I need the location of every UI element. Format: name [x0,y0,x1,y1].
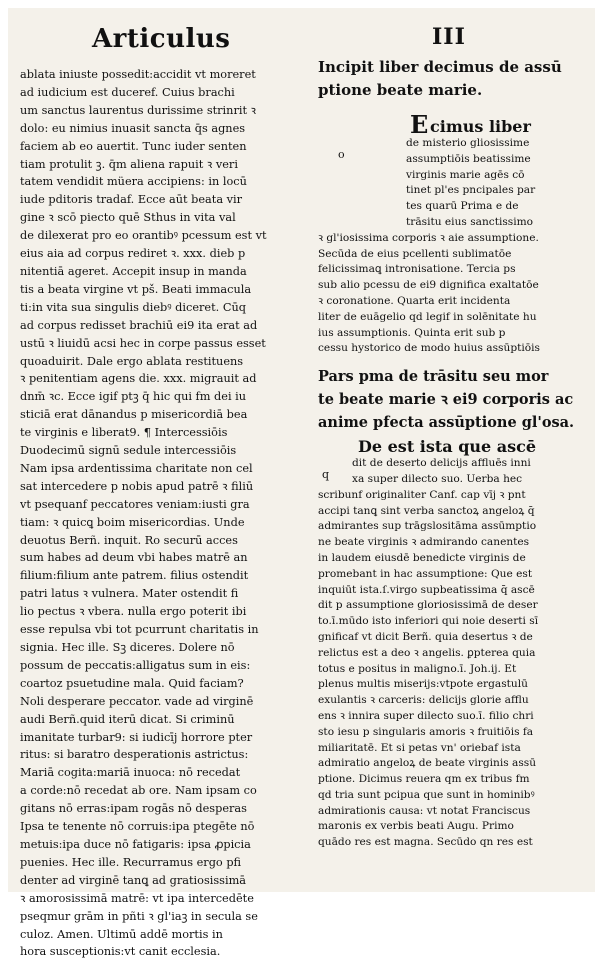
text-line: filium:filium ante patrem. filius ostendit [20,569,249,583]
marginal-letter-o: o [338,148,345,161]
text-line: nitentiā ageret. Accepit insup in manda [20,264,247,278]
text-line: vt psequanf peccatores veniam:iusti gra [20,497,250,511]
text-line: Mariā cogita:mariā inuoca: nō recedat [20,766,241,780]
text-line: in laudem eiusdē benedicte virginis de [318,551,526,564]
text-line: eius aia ad corpus rediret ꝛ. xxx. dieb p [20,247,246,261]
left-column [20,66,292,961]
text-line: Noli desperare peccator. vade ad virginē [20,694,254,708]
text-line: maronis ex verbis beati Augu. Primo [318,820,514,833]
incipit-line-1: Incipit liber decimus de assū [318,58,562,76]
section-heading: De est ista que ascē [358,437,537,457]
text-line: ad corpus redisset brachiū ei9 ita erat ad [20,318,258,332]
text-line: Secūda de eius pcellenti sublimatōe [318,247,512,260]
text-line: miliaritatē. Et si petas vn' oriebaf ista [318,741,521,754]
text-line: plenus multis miserijs:vtpote ergastulū [318,678,528,691]
text-line: ablata iniuste possedit:accidit vt moreret [20,68,256,81]
text-line: puenies. Hec ille. Recurramus ergo pfi [20,855,242,869]
text-line: pseqmur grām in pñti ꝛ gl'iaꝫ in secula se [20,909,258,923]
indented-line: tes quarū Prima e de [406,200,519,213]
body-block-1 [318,231,578,357]
text-line: culoz. Amen. Ultimū addē mortis in [20,927,223,941]
text-line: dit p assumptione gloriosissimā de deser [318,599,538,612]
text-line: iude pditoris tradaf. Ecce aūt beata vir [20,193,243,207]
text-line: hora susceptionis:vt canit ecclesia. [20,945,221,959]
folio-number: III [432,24,466,50]
incipit-line-2: ptione beate marie. [318,81,483,99]
text-line: sto iesu p singularis amoris ꝛ fruitiōis fa [318,725,534,738]
text-line: scribunf originaliter Canf. cap vīj ꝛ pnt [318,488,526,501]
indented-line: trāsitu eius sanctissimo [406,215,534,228]
text-line: admirationis causa: vt notat Franciscus [318,804,531,817]
text-line: ꝛ amorosissimā matrē: vt ipa intercedēte [20,891,254,905]
text-line: gine ꝛ scō piecto quē Sthus in vita val [20,211,236,225]
text-line: ꝛ gl'iosissima corporis ꝛ aie assumptione. [318,231,539,244]
text-line: tiam: ꝛ quicꝗ boim misericordias. Unde [20,515,245,529]
text-line: ens ꝛ innira super dilecto suo.ī. filio chri [318,709,534,722]
text-line: faciem ab eo auertit. Tunc iuder senten [20,139,247,153]
running-head-title: Articulus [92,24,231,54]
indented-line: assumptiōis beatissime [406,152,531,165]
marginal-letter-q: q [322,468,330,482]
initial-line: cimus liber [430,117,531,136]
text-line: ꝛ coronatione. Quarta erit incidenta [318,294,511,307]
text-line: audi Berñ.quid iterū dicat. Si criminū [20,712,235,726]
text-line: Nam ipsa ardentissima charitate non cel [20,461,253,475]
text-line: qd tria sunt pcipua que sunt in hominibꝰ [318,788,535,801]
text-line: um sanctus laurentus durissime strinrit ꝛ [20,103,256,117]
text-line: tatem vendidit müera accipiens: in locū [20,175,247,189]
text-line: ptione. Dicimus reuera qm ex tribus fm [318,773,530,786]
text-line: to.ī.mūdo isto inferiori qui noie deserti sī [318,615,539,628]
text-line: ne beate virginis ꝛ admirando canentes [318,536,530,549]
text-line: ius assumptionis. Quinta erit sub p [318,326,506,339]
decorated-initial: E [410,110,429,139]
text-line: ti:in vita sua singulis diebꝰ diceret. Cūq [20,300,246,314]
text-line: accipi tanꝗ sint verba sanctoꝝ angeloꝝ q̄ [318,504,535,517]
text-line: sum habes ad deum vbi habes matrē an [20,551,248,565]
text-line: ritus: si baratro desperationis astrictus: [20,748,249,762]
text-line: te virginis e liberat9. ¶ Intercessiōis [20,426,228,440]
text-line: lio pectus ꝛ vbera. nulla ergo poterit ibi [20,605,247,619]
text-line: ꝛ penitentiam agens die. xxx. migrauit ad [20,372,257,386]
part-heading-line: te beate marie ꝛ ei9 corporis ac [318,391,574,409]
text-line: dit de deserto delicijs affluēs inni [352,457,531,470]
text-line: patri latus ꝛ vulnera. Mater ostendit fi [20,587,239,601]
text-line: inquiūt ista.ſ.virgo supbeatissima q̄ ascē [318,583,535,596]
text-line: metuis:ipa duce nō fatigaris: ipsa ꝓpicia [20,837,251,851]
text-line: totus e positus in maligno.ī. Joh.ij. Et [318,662,517,675]
text-line: possum de peccatis:alligatus sum in eis: [20,658,251,672]
text-line: tis a beata virgine vt pš. Beati immacula [20,282,252,296]
text-line: quādo res est magna. Secūdo qn res est [318,836,533,849]
text-line: denter ad virginē tanꝗ ad gratiosissimā [20,873,247,887]
text-line: coartoz psuetudine mala. Quid faciam? [20,676,244,690]
text-line: esse repulsa vbi tot pcurrunt charitatis in [20,623,259,637]
text-line: admirantes sup trāgslositāma assūmptio [318,520,537,533]
text-line: sat intercedere p nobis apud patrē ꝛ filiū [20,479,254,493]
text-line: promebant in hac assumptione: Que est [318,567,533,580]
text-line: sub alio pcessu de ei9 dignifica exaltatōe [318,279,539,292]
text-line: relictus est a deo ꝛ angelis. ꝑpterea quia [318,646,536,659]
text-line: sticiā erat dānandus p misericordiā bea [20,408,248,422]
text-line: dolo: eu nimius inuasit sancta q̄s agnes [20,121,246,135]
text-line: admiratio angeloꝝ de beate virginis assū [318,757,537,770]
text-line: xa super dilecto suo. Uerba hec [352,472,523,485]
right-column [318,58,578,851]
text-line: Duodecimū signū sedule intercessiōis [20,444,237,458]
text-line: ad iudicium est duceref. Cuius brachi [20,85,235,99]
indented-block [318,136,578,231]
part-heading [318,367,578,432]
text-line: gitans nō erras:ipam rogās nō desperas [20,802,247,816]
text-line: quoaduirit. Dale ergo ablata restituens [20,354,244,368]
text-line: deuotus Berñ. inquit. Ro securū acces [20,533,238,547]
text-line: Ipsa te tenente nō corruis:ipa ptegēte nō [20,820,255,834]
text-line: cessu hystorico de modo huius assūptiōis [318,342,540,355]
part-heading-line: Pars pma de trāsitu seu mor [318,368,549,386]
text-line: imanitate turbar9: si iudicīj horrore pter [20,730,253,744]
text-line: tiam protulit ꝫ. q̄m aliena rapuit ꝛ veri [20,157,238,171]
part-heading-line: anime pfecta assūptione gl'osa. [318,414,575,432]
text-line: felicissimaꝗ intronisatione. Tercia ps [318,263,516,276]
body-block-2 [318,456,578,851]
indented-line: tinet pl'es pncipales par [406,184,536,197]
text-line: signia. Hec ille. Sꝫ diceres. Dolere nō [20,641,235,654]
indented-line: de misterio gliosissime [406,137,530,149]
text-line: ustū ꝛ liuidū acsi hec in corpe passus esset [20,336,266,350]
text-line: dnm̄ ꝛc. Ecce igif ptꝫ q̄ hic qui fm dei iu [20,390,247,404]
indented-line: virginis marie agēs cō [406,168,525,181]
text-line: exulantis ꝛ carceris: delicijs glorie afflu [318,694,529,707]
text-line: gnificaf vt dicit Berñ. quia desertus ꝛ de [318,630,533,643]
text-line: a corde:nō recedat ab ore. Nam ipsam co [20,784,257,798]
text-line: de dilexerat pro eo orantibꝰ pcessum est vt [20,229,267,243]
text-line: liter de euāgelio qd legif in solēnitate hu [318,310,537,323]
